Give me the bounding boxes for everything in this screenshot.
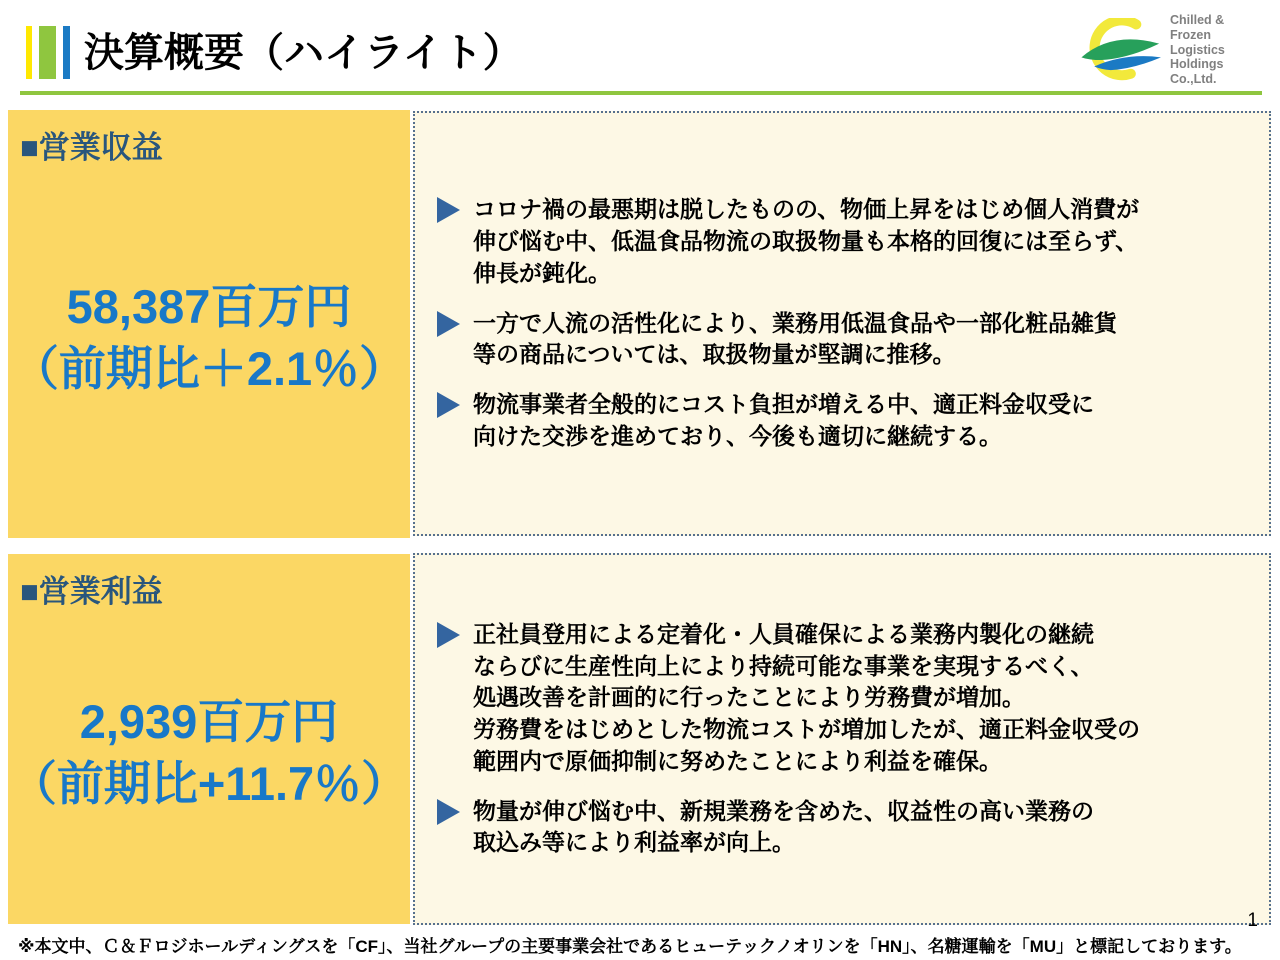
operating-revenue-change: （前期比＋2.1％）: [11, 341, 407, 395]
company-logo: [1072, 14, 1268, 86]
bullet-text: 一方で人流の活性化により、業務用低温食品や一部化粧品雑貨 等の商品については、取扱物量が堅調に推移。: [473, 309, 1117, 368]
page-number: 1: [1247, 910, 1258, 931]
operating-profit-heading: ■営業利益: [20, 574, 163, 609]
list-item: [437, 619, 1259, 778]
operating-profit-details: [413, 553, 1271, 925]
operating-revenue-box: [8, 110, 410, 538]
operating-revenue-value: [8, 167, 410, 538]
header-divider-line: [20, 91, 1262, 95]
list-item: [437, 796, 1259, 859]
bullet-text: 物量が伸び悩む中、新規業務を含めた、収益性の高い業務の 取込み等により利益率が向上。: [473, 797, 1094, 856]
operating-profit-box: [8, 554, 410, 924]
accent-bar-yellow: [26, 26, 32, 79]
operating-profit-change: （前期比+11.7％）: [9, 756, 409, 810]
triangle-bullet-icon: [437, 622, 460, 648]
bullet-text: コロナ禍の最悪期は脱したものの、物価上昇をはじめ個人消費が 伸び悩む中、低温食品物流の取扱物量も本格的回復には至らず、 伸長が鈍化。: [473, 196, 1140, 286]
operating-profit-value: [8, 611, 410, 924]
list-item: [437, 308, 1259, 371]
triangle-bullet-icon: [437, 392, 460, 418]
operating-revenue-details: [413, 111, 1271, 536]
triangle-bullet-icon: [437, 311, 460, 337]
page-title: 決算概要（ハイライト）: [84, 31, 523, 75]
operating-revenue-heading: ■営業収益: [20, 130, 163, 165]
company-logo-text: Chilled & Frozen Logistics Holdings Co.,Ltd.: [1170, 13, 1225, 87]
triangle-bullet-icon: [437, 197, 460, 223]
accent-bar-green: [39, 26, 56, 79]
footnote: ※本文中、Ｃ＆Ｆロジホールディングスを「CF」、当社グループの主要事業会社であるヒューテックノオリンを「HN」、名糖運輸を「MU」と標記しております。: [18, 937, 1242, 956]
bullet-text: 物流事業者全般的にコスト負担が増える中、適正料金収受に 向けた交渉を進めており、今後も適切に継続する。: [473, 391, 1094, 449]
triangle-bullet-icon: [437, 799, 460, 825]
operating-profit-amount: 2,939百万円: [79, 695, 339, 749]
operating-revenue-amount: 58,387百万円: [66, 280, 352, 334]
list-item: [437, 389, 1259, 452]
list-item: [437, 194, 1259, 289]
accent-bar-blue: [63, 26, 70, 79]
bullet-text: 正社員登用による定着化・人員確保による業務内製化の継続 ならびに生産性向上により持続可能な事業を実現するべく、 処遇改善を計画的に行ったことにより労務費が増加。 労務費をはじめとした物流コストが増加したが、適正料金収受の 範囲内で原価抑制に努めたことにより利益を確保。: [473, 620, 1140, 774]
company-logo-swoosh-icon: [1072, 18, 1164, 82]
